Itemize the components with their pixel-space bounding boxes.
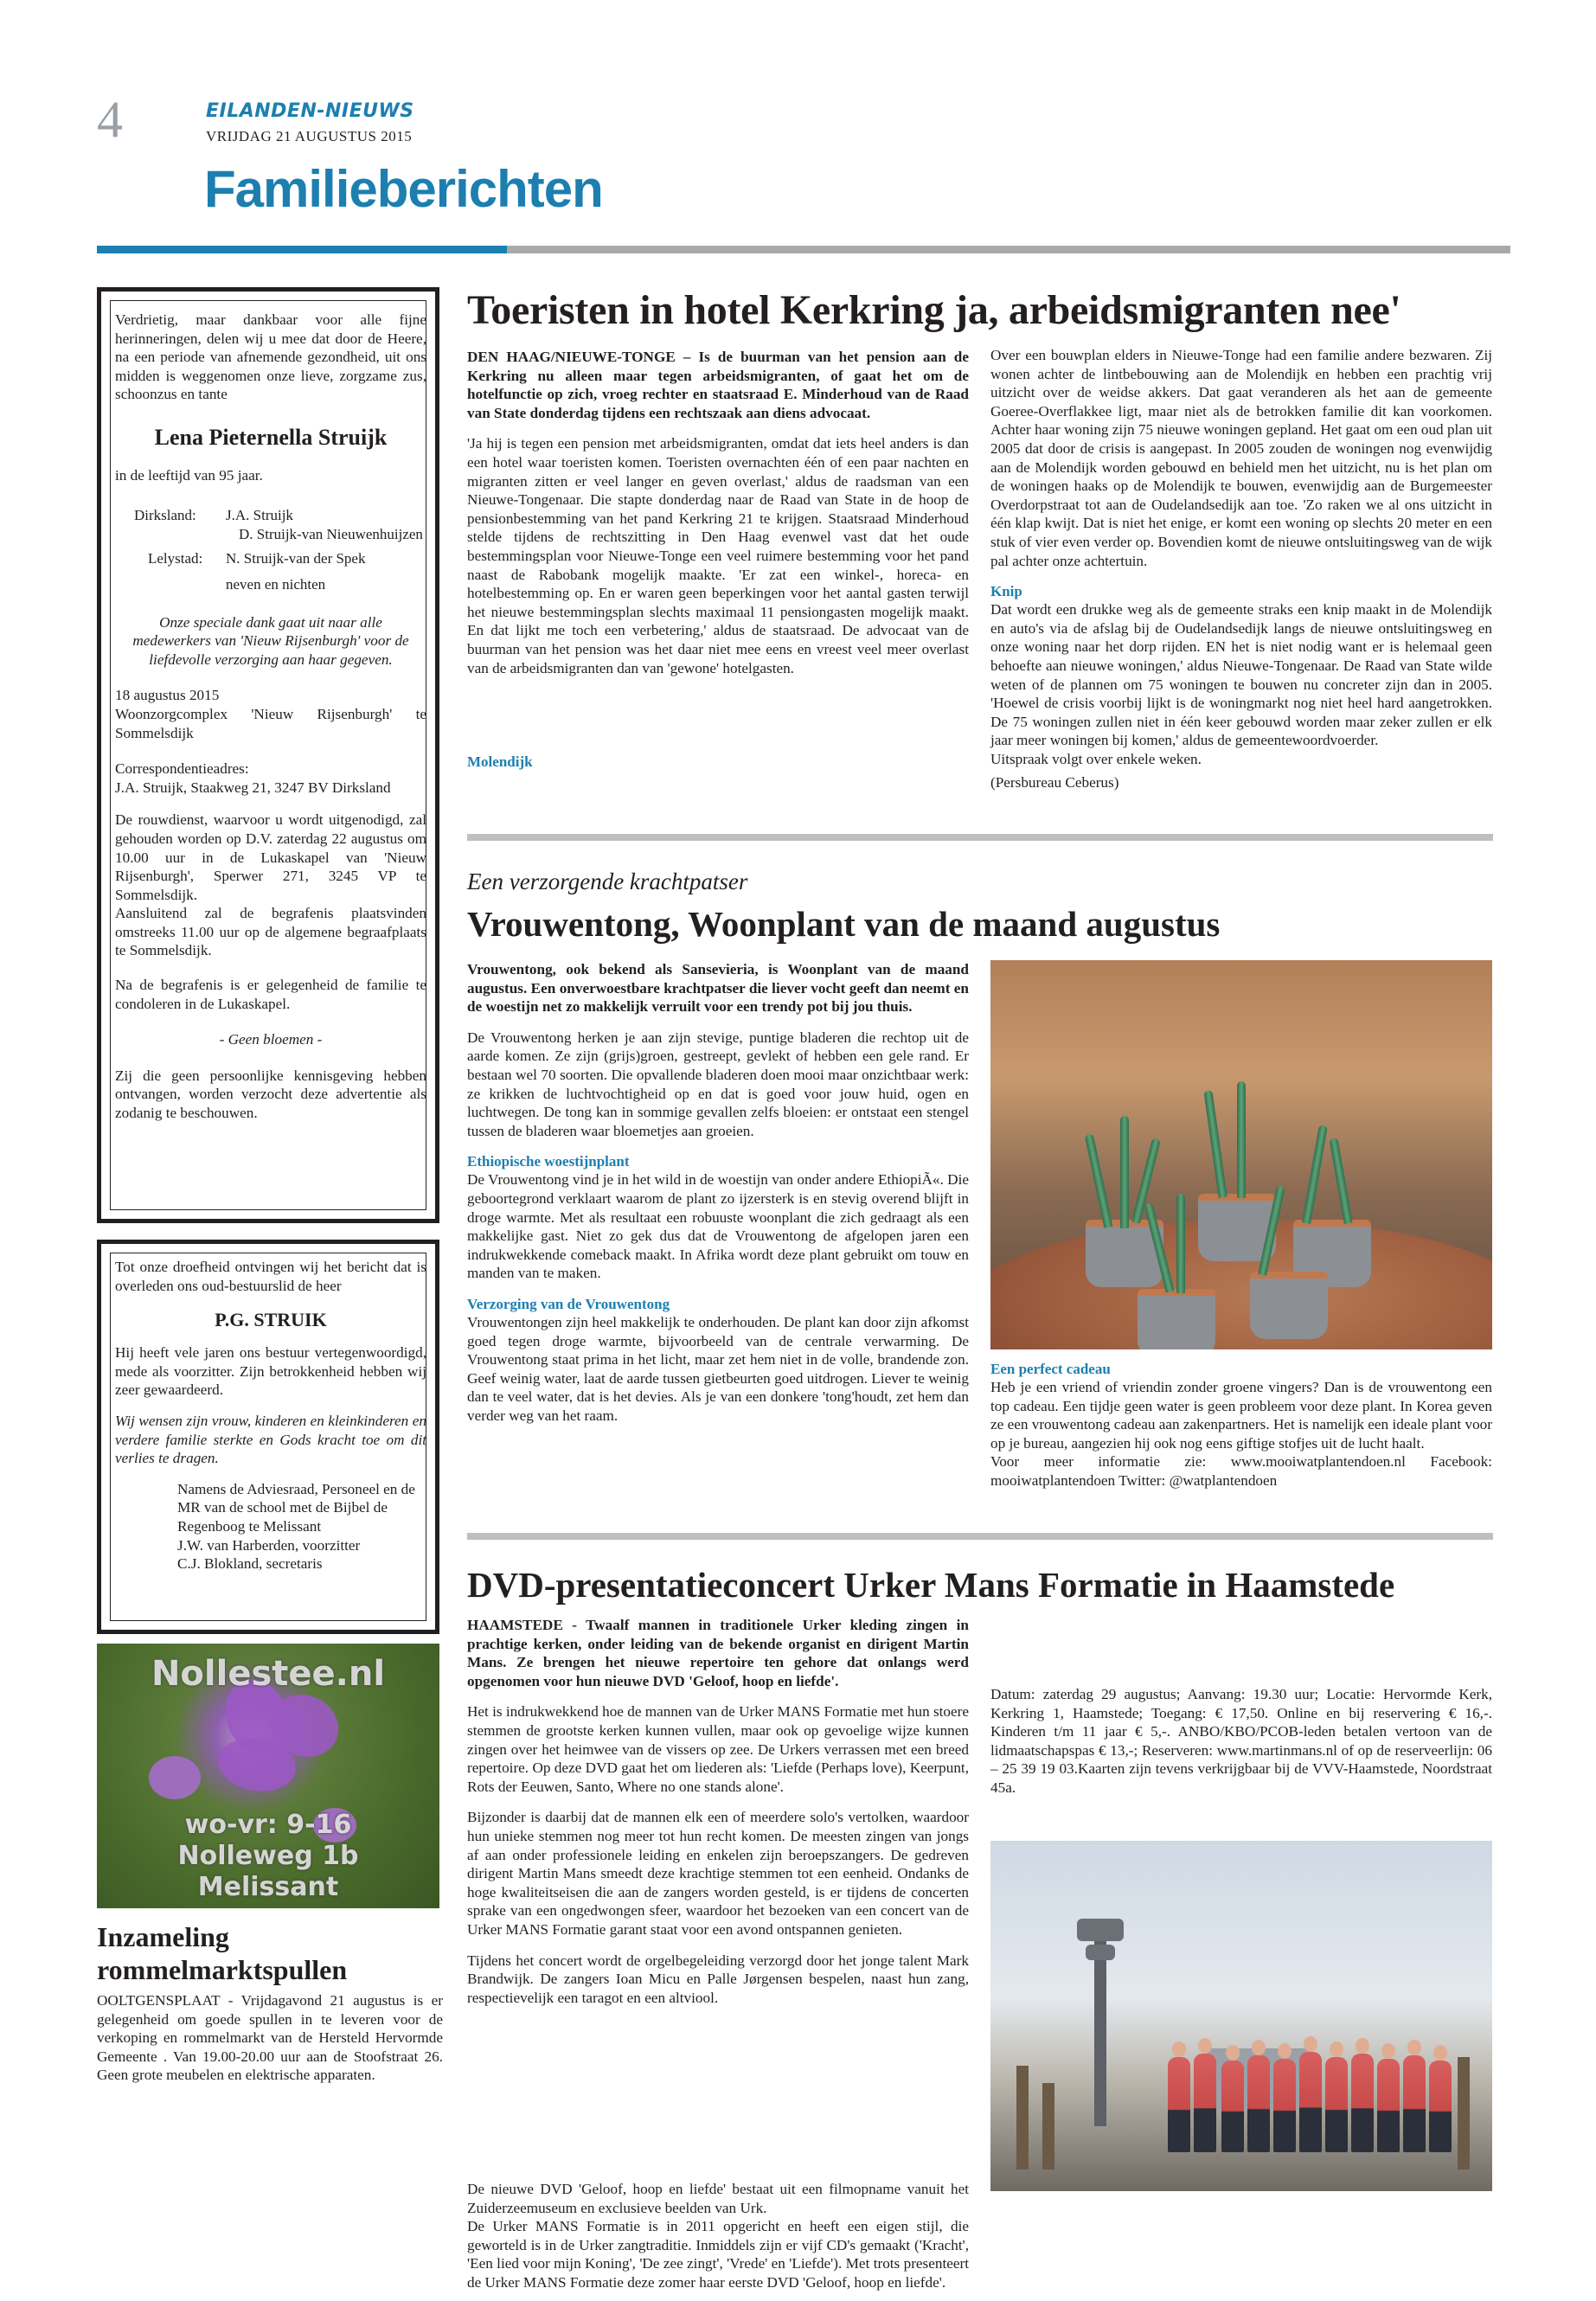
obituary-name: Lena Pieternella Struijk (154, 424, 388, 450)
obituary-box-struijk (97, 287, 439, 1223)
section-rule-blue (97, 246, 507, 253)
article2-p1: De Vrouwentong herken je aan zijn stevige, puntige bladeren die rechtop uit de aarde komen. Ze zijn (grijs)groen, gestreept, gevlekt of hebben een gele rand. Er bestaan wel 70 soorten. Die opvallende bladeren doen mooi maar onzichtbaar werk: ze krikken de luchtvochtigheid op en dat is goed voor jouw huid, ogen en luchtwegen. De tong kan in sommige gevallen zelfs bloeien: er ontstaat een stengel tussen de bladeren waar bloemetjes aan groeien. (467, 1029, 969, 1139)
article3-lead: HAAMSTEDE - Twaalf mannen in traditionele Urker kleding zingen in prachtige kerken, onder leiding van de bekende organist en dirigent Martin Mans. Ze brengen het nieuwe repertoire ten gehore dat onlangs werd opgenomen voor hun nieuwe DVD 'Geloof, hoop en liefde'. (467, 1617, 969, 1689)
obituary2-signature: Namens de Adviesraad, Personeel en de MR van de school met de Bijbel de Regenboog te Melissant J.W. van Harberden, voorzitter C.J. Blokland, secretaris (177, 1480, 415, 1573)
article1-col1b (467, 753, 969, 771)
obituary-thanks: Onze speciale dank gaat uit naar alle medewerkers van 'Nieuw Rijsenburgh' voor de liefdevolle verzorging aan haar gegeven. (132, 613, 409, 668)
ad-town: Melissant (197, 1872, 339, 1902)
article3-col1b (467, 2180, 969, 2292)
obituary2-body: Hij heeft vele jaren ons bestuur vertegenwoordigd, mede als voorzitter. Zijn betrokkenheid hebben wij zeer gewaardeerd. (115, 1344, 426, 1399)
obituary2-name: P.G. STRUIK (215, 1309, 327, 1331)
article-divider (467, 834, 1493, 841)
article1-col1 (467, 348, 969, 689)
article2-title: Vrouwentong, Woonplant van de maand augustus (467, 904, 1221, 944)
article3-title: DVD-presentatieconcert Urker Mans Formatie in Haamstede (467, 1565, 1395, 1605)
article2-p3: Vrouwentongen zijn heel makkelijk te onderhouden. De plant kan door zijn afkomst goed tegen droge warmte, bijvoorbeeld van de centrale verwarming. De Vrouwentong staat prima in het licht, maar zet hem niet in de volle, brandende zon. Geef weinig water, laat de aarde tussen gietbeurten goed uitdrogen. Liever te weinig dan te veel water, dat is het devies. Als je van een donkere 'tong'houdt, zet hem dan verder weg van het raam. (467, 1313, 969, 1424)
dateline: VRIJDAG 21 AUGUSTUS 2015 (206, 128, 413, 144)
article1-p1: 'Ja hij is tegen een pension met arbeidsmigranten, omdat dat iets heel anders is dan een hotel waar toeristen komen. Toeristen overnachten één of een paar nachten en migranten zitten er veel langer en geven overlast,' aldus de raadsman van een Nieuwe-Tongenaar. Die stapte donderdag naar de Raad van State in de hoop de pensionbestemming van het pand Kerkring 21 te krijgen. Staatsraad Minderhoud stelde tijdens de rechtszitting in Den Haag evenwel vast dat het oude bestemmingsplan voor Nieuwe-Tonge een veel ruimere bestemming voor het pand naast de Rabobank mogelijk maakte. 'Er zat een winkel-, horeca- en hotelbestemming op. En er waren geen beperkingen voor het aantal gasten terwijl het nieuwe bestemmingsplan slechts maximaal 11 pensiongasten mogelijk maakt. En dat lijkt me toch een verbetering,' aldus de staatsraad. De advocaat van de buurman van het pension was het daar niet mee eens en vreest veel meer overlast van de arbeidsmigranten dan van 'gewone' hotelgasten. (467, 435, 969, 676)
article1-credit: (Persbureau Ceberus) (990, 774, 1119, 792)
page-number: 4 (97, 91, 123, 148)
family-member: N. Struijk-van der Spek (226, 549, 366, 567)
article1-sub-molendijk: Molendijk (467, 753, 533, 770)
article3-col2 (990, 1685, 1492, 1798)
family-member: D. Struijk-van Nieuwenhuijzen (239, 525, 423, 542)
obituary-notice: Zij die geen persoonlijke kennisgeving hebben ontvangen, worden verzocht deze advertentie als zodanig te beschouwen. (115, 1067, 426, 1122)
section-rule-grey (507, 246, 1510, 253)
obituary-condolence: Na de begrafenis is er gelegenheid de familie te condoleren in de Lukaskapel. (115, 977, 426, 1012)
nollestee-ad (97, 1644, 439, 1908)
ad-hours: wo-vr: 9-16 (184, 1810, 352, 1840)
family-member: J.A. Struijk (226, 506, 293, 523)
article2-p4: Heb je een vriend of vriendin zonder groene vingers? Dan is de vrouwentong een top cadeau. Een tijdje geen water is geen probleem voor deze plant. In Korea geven ze een vrouwentong cadeau aan zakenpartners. Het is namelijk een ideale plant voor op je bureau, aangezien hij ook nog eens giftige stofjes uit de lucht haalt. Voor meer informatie zie: www.mooiwatplantendoen.nl Facebook: mooiwatplantendoen Twitter: @watplantendoen (990, 1379, 1492, 1489)
family-member: neven en nichten (226, 575, 326, 593)
ad-brand: Nollestee.nl (151, 1654, 386, 1694)
obituary-service: De rouwdienst, waarvoor u wordt uitgenodigd, zal gehouden worden op D.V. zaterdag 22 augustus om 10.00 uur in de Lukaskapel van 'Nieuw Rijsenburgh', Sperwer 271, 3245 VP te Sommelsdijk. Aansluitend zal de begrafenis plaatsvinden omstreeks 11.00 uur op de algemene begraafplaats te Sommelsdijk. (115, 811, 426, 959)
article-divider (467, 1533, 1493, 1540)
family-place: Lelystad: (148, 549, 203, 567)
article3-p4: De nieuwe DVD 'Geloof, hoop en liefde' bestaat uit een filmopname vanuit het Zuiderzeemuseum en exclusieve beelden van Urk. De Urker MANS Formatie is in 2011 opgericht en heeft een eigen stijl, die geworteld is in de Urker zangtraditie. Inmiddels zijn er vijf CD's gemaakt ('Kracht', 'Een lied voor mijn Koning', 'De zee zingt', 'Vrede' en 'Liefde'). Met trots presenteert de Urker MANS Formatie deze zomer haar eerste DVD 'Geloof, hoop en liefde'. (467, 2181, 969, 2291)
article1-title: Toeristen in hotel Kerkring ja, arbeidsmigranten nee' (467, 287, 1401, 333)
article1-sub-knip: Knip (990, 583, 1022, 600)
inzameling-title: Inzameling rommelmarktspullen (97, 1921, 348, 1985)
ad-street: Nolleweg 1b (177, 1841, 359, 1871)
article3-p1: Het is indrukwekkend hoe de mannen van de Urker MANS Formatie met hun stoere stemmen de grootste kerken kunnen vullen, maar ook op gevoelige wijze kunnen zingen over het heimwee van de vissers op zee. De Urkers verrassen met een breed repertoire. Op deze DVD gaat het om liederen als: 'Liefde (Perhaps love), Keerpunt, Rots der Eeuwen, Santo, Where no one stands alone'. (467, 1703, 969, 1795)
article2-sub-verzorging: Verzorging van de Vrouwentong (467, 1295, 670, 1312)
obituary-intro: Verdrietig, maar dankbaar voor alle fijne herinneringen, delen wij u mee dat door de Heere, na een periode van afnemende gezondheid, uit ons midden is weggenomen onze lieve, zorgzame zus, schoonzus en tante (115, 311, 426, 403)
article2-sub-ethiopie: Ethiopische woestijnplant (467, 1153, 630, 1170)
article2-p2: De Vrouwentong vind je in het wild in de woestijn van onder andere EthiopiÃ«. Die geboortegrond verklaart waarom de plant zo ijzersterk is en stevig overend blijft in droge warmte. Met als resultaat een robuuste woonplant die zich gedraagt als een makkelijke gast. Niet zo gek dus dat de Vrouwentong de afgelopen jaren een indrukwekkende comeback maakt. In Afrika wordt deze plant gebruikt om touw en manden van te maken. (467, 1171, 969, 1282)
article2-col1 (467, 960, 969, 1425)
masthead-logo: EILANDEN-NIEUWS (206, 100, 414, 122)
obituary2-intro: Tot onze droefheid ontvingen wij het bericht dat is overleden ons oud-bestuurslid de heer (115, 1259, 426, 1294)
obituary-box-struik (97, 1240, 439, 1634)
article2-kicker: Een verzorgende krachtpatser (467, 868, 748, 894)
article1-col2 (990, 348, 1492, 792)
article3-col1 (467, 1616, 969, 2019)
inzameling-body: OOLTGENSPLAAT - Vrijdagavond 21 augustus is er gelegenheid om goede spullen in te leveren voor de verkoping en rommelmarkt van de Hersteld Hervormde Gemeente . Van 19.00-20.00 uur aan de Stoofstraat 26. Geen grote meubelen en elektrische apparaten. (97, 1992, 443, 2084)
article3-info: Datum: zaterdag 29 augustus; Aanvang: 19.30 uur; Locatie: Hervormde Kerk, Kerkring 1, Haamstede; Toegang: € 17,50. Online en bij reservering € 16,-. Kinderen t/m 11 jaar € 5,-. ANBO/KBO/PCOB-leden betalen vertoon van de lidmaatschapspas € 13,-; Reserveren: www.martinmans.nl of op de reserveerlijn: 06 – 25 39 19 03.Kaarten zijn tevens verkrijgbaar bij de VVV-Haamstede, Noordstraat 45a. (990, 1686, 1492, 1796)
family-place: Dirksland: (134, 506, 196, 523)
plant-photo (990, 960, 1492, 1349)
article1-p2: Over een bouwplan elders in Nieuwe-Tonge had een familie andere bezwaren. Zij wonen achter de lintbebouwing aan de Molendijk en hebben een prachtig vrij uitzicht over de weidse akkers. Dat gaat veranderen als het aan de gemeente Goeree-Overflakkee ligt, maar niet als de betrokken familie dit kan voorkomen. Achter haar woning zijn 75 nieuwe woningen gepland. Het gaat om een oud plan uit 2005 dat door de crisis is aangepast. In 2005 zouden de woningen nog evenwijdig aan de Molendijk worden gebouwd en behield men het uitzicht, nu is het plan om de woningen haaks op de Molendijk te bouwen, evenwijdig aan de Burgemeester Overdorpstraat tot aan de Oudelandsedijk aan toe. 'Zo raken we al ons uitzicht in één klap kwijt. Dat is niet het enige, er komt een woning op slechts 20 meter en een stuk of vier even verder op. Bovendien komt de nieuwe ontsluitingsweg van de wijk pal achter onze achtertuin. (990, 347, 1492, 569)
article1-lead: DEN HAAG/NIEUWE-TONGE – Is de buurman van het pension aan de Kerkring nu alleen maar tegen arbeidsmigranten, of gaat het om de hotelfunctie op zich, vroeg rechter en staatsraad E. Minderhoud van de Raad van State donderdag tijdens een rechtszaak aan diens advocaat. (467, 349, 969, 421)
obituary-date-place: 18 augustus 2015 Woonzorgcomplex 'Nieuw Rijsenburgh' te Sommelsdijk (115, 687, 426, 741)
obituary-correspondence: Correspondentieadres: J.A. Struijk, Staakweg 21, 3247 BV Dirksland (115, 760, 391, 796)
article1-p3: Dat wordt een drukke weg als de gemeente straks een knip maakt in de Molendijk en auto's via de afslag bij de Oudelandsedijk langs de nieuwe ontsluitingsweg en onze woning naar het dorp rijden. EN het is niet nodig want er is helemaal geen behoefte aan nieuwe woningen,' aldus Nieuwe-Tongenaar. De Raad van State wilde weten of de plannen om 75 woningen te bouwen nu concreter zijn dan in 2005. 'Hoewel de crisis voorbij lijkt is de woningmarkt nog niet heel hard aangetrokken. De 75 woningen zullen niet in één keer gebouwd worden maar zeker zullen er elk jaar meer woningen bij komen,' aldus de gemeentewoordvoerder. Uitspraak volgt over enkele weken. (990, 601, 1492, 767)
obituary2-wish: Wij wensen zijn vrouw, kinderen en kleinkinderen en verdere familie sterkte en Gods kracht toe om dit verlies te dragen. (115, 1412, 426, 1467)
section-title: Familieberichten (204, 160, 603, 218)
article2-sub-cadeau: Een perfect cadeau (990, 1361, 1111, 1377)
band-photo (990, 1841, 1492, 2191)
no-flowers: - Geen bloemen - (219, 1031, 323, 1048)
article2-lead: Vrouwentong, ook bekend als Sansevieria, is Woonplant van de maand augustus. Een onverwoestbare krachtpatser die liever vocht geeft dan neemt en de woestijn net zo makkelijk verruilt voor een trendy pot bij jou thuis. (467, 961, 969, 1016)
obituary-age: in de leeftijd van 95 jaar. (115, 466, 263, 484)
article2-col2 (990, 1360, 1492, 1490)
family-list (115, 506, 426, 601)
inzameling-article (97, 1920, 443, 2085)
article3-p3: Tijdens het concert wordt de orgelbegeleiding verzorgd door het jonge talent Mark Brandwijk. De zangers Ioan Micu en Palle Jørgensen bespelen, naast hun zang, respectievelijk een taragot en een altviool. (467, 1952, 969, 2006)
article3-p2: Bijzonder is daarbij dat de mannen elk een of meerdere solo's vertolken, waardoor hun unieke stemmen nog meer tot hun recht komen. De meesten zingen van jongs af aan onder professionele leiding en enkelen zijn beroepszangers. De gedreven dirigent Martin Mans smeedt deze krachtige stemmen tot een eenheid. Ondanks de hoge kwaliteitseisen die aan de zangers worden gesteld, is er tijdens de concerten sprake van een ongedwongen sfeer, waardoor het bezoeken van een concert van de Urker MANS Formatie garant staat voor een avond ontspannen genieten. (467, 1809, 969, 1938)
